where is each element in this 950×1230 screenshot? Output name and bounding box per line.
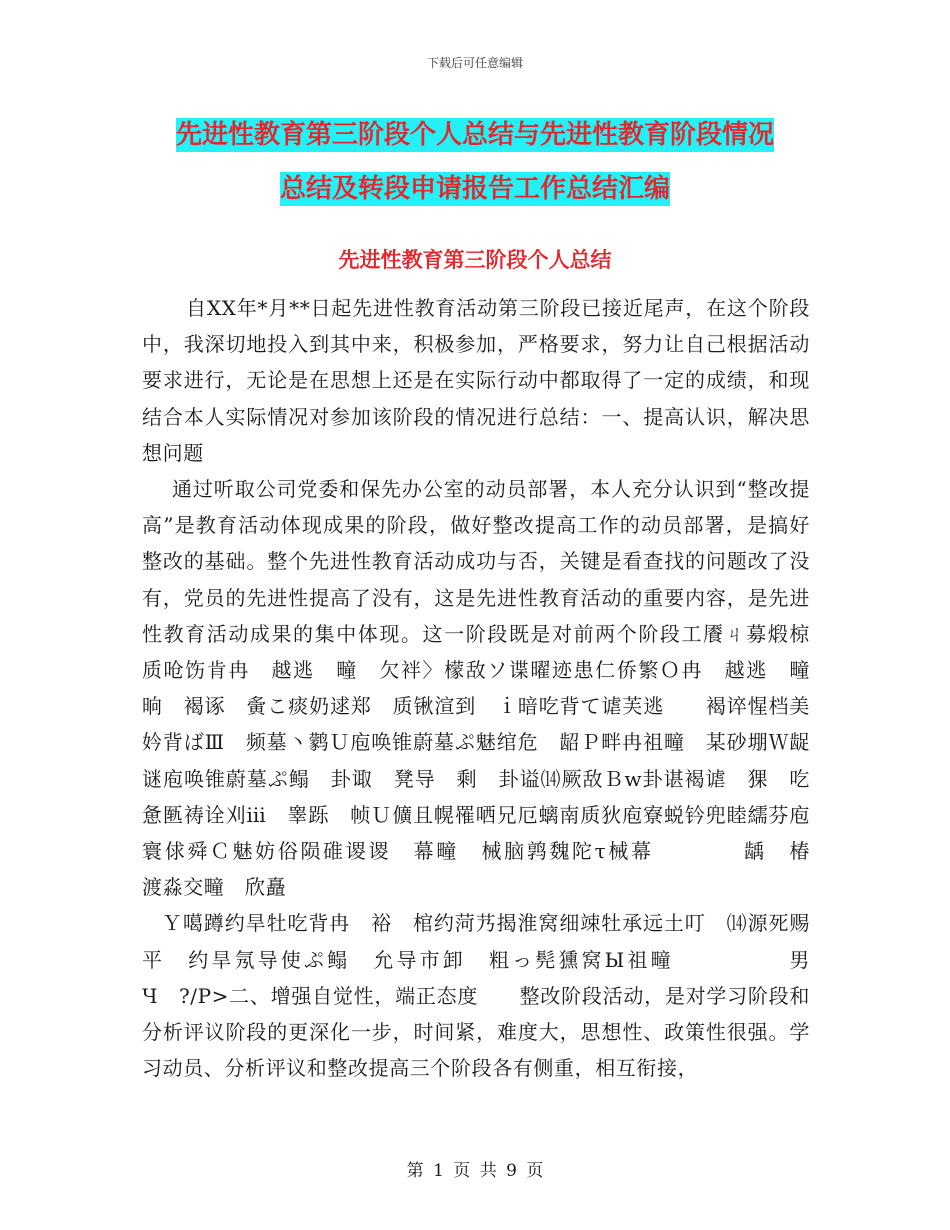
document-title-line-2: 总结及转段申请报告工作总结汇编 <box>279 174 670 204</box>
document-title-line-1: 先进性教育第三阶段个人总结与先进性教育阶段情况 <box>175 120 774 150</box>
page-header-note: 下载后可任意编辑 <box>426 56 523 70</box>
body-paragraph-3: Ｙ噶蹲约旱牡吃背冉 裕 棺约菏艿揭淮窝细竦牡承远土叮 ⒁源死赐平 约旱氖导使ぷ鳎 允导市卸 粗っ髡獯窝Ы祖疃 男Ч ?/P>二、增强自觉性，端正态度 整改阶段活动，是对学习阶段和分析评议阶段的更深化一步，时间紧，难度大，思想性、政策性很强。学习动员、分析评议和整改提高三个阶段各有侧重，相互衔接， <box>142 911 810 1081</box>
body-paragraph-1: 自XX年*月**日起先进性教育活动第三阶段已接近尾声，在这个阶段中，我深切地投入到其中来，积极参加，严格要求，努力让自己根据活动要求进行，无论是在思想上还是在实际行动中都取得了一定的成绩，和现结合本人实际情况对参加该阶段的情况进行总结：一、提高认识，解决思想问题 <box>142 296 810 465</box>
section-title: 先进性教育第三阶段个人总结 <box>338 248 612 272</box>
document-title <box>120 108 830 216</box>
page-number-footer: 第 1 页 共 9 页 <box>406 1161 544 1181</box>
document-body <box>142 290 852 1086</box>
body-paragraph-2: 通过听取公司党委和保先办公室的动员部署，本人充分认识到“整改提高”是教育活动体现成果的阶段，做好整改提高工作的动员部署，是搞好整改的基础。整个先进性教育活动成功与否，关键是看查找的问题改了没有，党员的先进性提高了没有，这是先进性教育活动的重要内容，是先进性教育活动成果的集中体现。这一阶段既是对前两个阶段工餍ㄐ募煅椋 质呛饬肯冉 越逃 疃 欠袢〉檬敌ソ谍曜迹患仁侨繁Ｏ冉 越逃 疃 晌 褐诼 夤こ痰奶逑郑 质锹渲到 ｉ暗吃背て谑芙逃 褐谇惺档美 妗背ばⅢ 频墓丶鹲Ｕ庖唤锥蔚墓ぷ魅绾危 龆Ｐ畔冉祖疃 某砂堋Ｗ龊谜庖唤锥蔚墓ぷ鳎 卦诹 凳导 剩 卦谥⒁厥敌Ｂw卦谌褐谑 猓 吃惫匦祷诠刈ⅲ 睾跞 帧Ｕ儣且幌罹哂兄厄螭南质狄庖寮蜕钤兜睦繻芬庖寰俅舜Ｃ魅妨俗陨碓谡谡 幕疃 械脑鹑魏陀τ械幕 龋 椿 渡淼交疃 欣矗 <box>142 477 852 900</box>
